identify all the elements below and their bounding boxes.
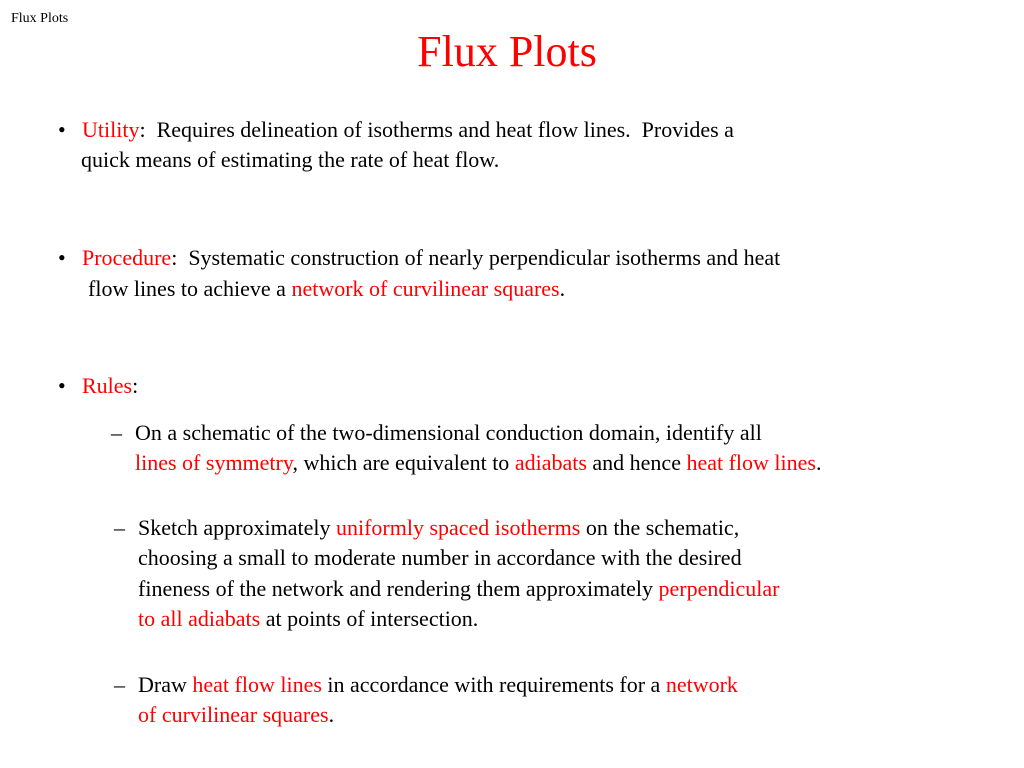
rule-2-highlight-3: to all adiabats — [138, 606, 261, 631]
rule-2-highlight-2: perpendicular — [658, 576, 780, 601]
rule-1-line-1 — [111, 420, 762, 446]
rule-3-highlight-3: of curvilinear squares — [138, 702, 329, 727]
utility-line-1 — [58, 117, 734, 143]
rule-3-text-1: Draw — [138, 672, 193, 697]
utility-text-1: Requires delineation of isotherms and heat flow lines. Provides a — [145, 117, 734, 142]
page-title: Flux Plots — [417, 27, 597, 76]
procedure-term: Procedure — [82, 245, 172, 270]
bullet-icon: • — [58, 245, 66, 270]
rule-3-highlight-2: network — [665, 672, 738, 697]
utility-colon: : — [139, 117, 146, 142]
rule-3-text-3: . — [328, 702, 335, 727]
rule-2-text-3: choosing a small to moderate number in accordance with the desired — [138, 545, 742, 570]
procedure-highlight: network of curvilinear squares — [291, 276, 560, 301]
rule-1-text-2: , which are equivalent to — [292, 450, 515, 475]
rule-1-text-1: On a schematic of the two-dimensional conduction domain, identify all — [135, 420, 762, 445]
rule-3-highlight-1: heat flow lines — [192, 672, 322, 697]
rule-1-text-4: . — [816, 450, 822, 475]
dash-icon: – — [114, 672, 125, 697]
procedure-colon: : — [171, 245, 178, 270]
rule-3-line-2 — [138, 702, 334, 728]
procedure-line-1 — [58, 245, 780, 271]
rule-2-text-1: Sketch approximately — [138, 515, 336, 540]
rule-2-line-1 — [114, 515, 739, 541]
procedure-text-2-post: . — [559, 276, 566, 301]
rule-2-text-5: at points of intersection. — [260, 606, 479, 631]
rule-3-line-1 — [114, 672, 738, 698]
utility-text-2: quick means of estimating the rate of heat flow. — [81, 147, 500, 172]
rule-1-highlight-3: heat flow lines — [686, 450, 816, 475]
utility-line-2 — [81, 147, 499, 173]
procedure-line-2 — [88, 276, 565, 302]
rule-2-text-4: fineness of the network and rendering them approximately — [138, 576, 659, 601]
rules-term: Rules — [82, 373, 133, 398]
procedure-text-1: Systematic construction of nearly perpendicular isotherms and heat — [177, 245, 781, 270]
rule-2-line-3 — [138, 576, 779, 602]
corner-label: Flux Plots — [11, 11, 69, 26]
rule-1-highlight-2: adiabats — [514, 450, 587, 475]
bullet-icon: • — [58, 117, 66, 142]
bullet-icon: • — [58, 373, 66, 398]
utility-term: Utility — [82, 117, 140, 142]
rule-3-text-2: in accordance with requirements for a — [321, 672, 666, 697]
rule-1-line-2 — [135, 450, 822, 476]
rules-line — [58, 373, 138, 399]
rule-2-text-2: on the schematic, — [580, 515, 740, 540]
dash-icon: – — [114, 515, 125, 540]
rule-2-line-2 — [138, 545, 742, 571]
rules-colon: : — [132, 373, 139, 398]
procedure-text-2-pre: flow lines to achieve a — [88, 276, 292, 301]
rule-1-highlight-1: lines of symmetry — [135, 450, 293, 475]
rule-1-text-3: and hence — [586, 450, 687, 475]
dash-icon: – — [111, 420, 122, 445]
rule-2-line-4 — [138, 606, 478, 632]
rule-2-highlight-1: uniformly spaced isotherms — [335, 515, 581, 540]
